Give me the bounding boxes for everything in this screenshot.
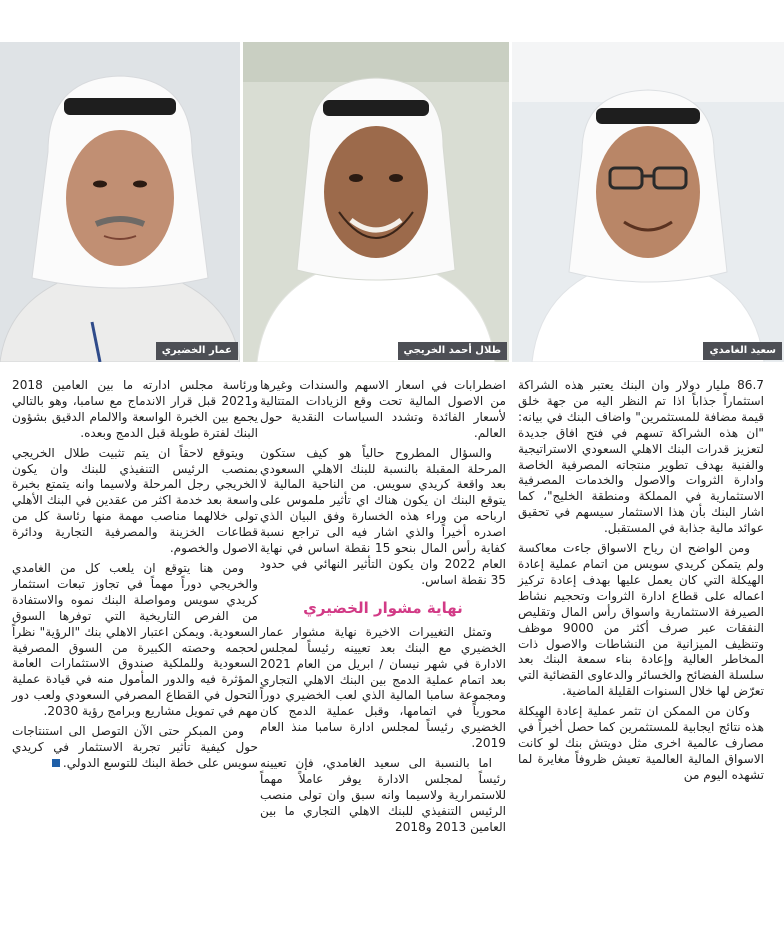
paragraph: 86.7 مليار دولار وان البنك يعتبر هذه الشراكة استثماراً جذاباً اذا تم النظر اليه من جهة خلق قيمة مضافة للمستثمرين" واضاف البنك في بيانه: "ان هذه الشراكة تسهم في فتح افاق جديدة لتعزيز قدرات البنك الاهلي السعودي الاستراتيجية والفنية بهدف تطوير منتجاته المصرفية الخاصة وادارة الثروات والاصول والخدمات المصرفية الاستثمارية في المملكة ومنطقة الخليج"، كما اشار البنك بأن هذا الاستثمار سيسهم في تحقيق عوائد مالية جذابة في المستقبل. [518,378,764,536]
photo-saeed-alghamdi [512,42,784,362]
paragraph: ورئاسة مجلس ادارته ما بين العامين 2018 و2021 قبل قرار الاندماج مع سامبا، وهو بالتالي يجمع بين الخبرة الواسعة والالمام الدقيق بشؤون البنك لفترة طويلة قبل الدمج وبعده. [12,378,258,440]
photo-talal-alkhuraiji [243,42,509,362]
paragraph: ومن هنا يتوقع ان يلعب كل من الغامدي والخريجي دوراً مهماً في تجاوز تبعات استثمار كريدي سويس ومواصلة البنك نموه والاستفادة من الفرص التاريخية التي توفرها السوق السعودية. ويمكن اعتبار الاهلي بنك "الرؤية" نظراً لحجمه وحصته الكبيرة من السوق المصرفية السعودية وللملكية صندوق الاستثمارات العامة المؤثرة فيه والدور المأمول منه في قيادة عملية التحول في القطاع المصرفي السعودي ولعب دور مهم في تمويل مشاريع وبرامج رؤية 2030. [12,560,258,719]
paragraph-text: ومن المبكر حتى الآن التوصل الى استنتاجات حول كيفية تأثير تجربة الاستثمار في كريدي سويس على خطة البنك للتوسع الدولي. [12,724,258,770]
photo-ammar-alkhudairy [0,42,240,362]
article-end-mark [52,759,60,767]
photo-caption: عمار الخضيري [156,342,238,360]
article-column-middle [260,378,506,840]
portrait-image [512,42,784,362]
photo-caption: طلال أحمد الخريجي [398,342,507,360]
paragraph: اما بالنسبة الى سعيد الغامدي، فإن تعيينه رئيساً لمجلس الادارة يوفر عاملاً مهماً للاستمرارية ولاسيما وانه سبق وان تولى منصب الرئيس التنفيذي للبنك الاهلي التجاري ما بين العامين 2013 و2018 [260,756,506,834]
paragraph-final [12,724,258,772]
paragraph: وكان من الممكن ان تثمر عملية إعادة الهيكلة هذه نتائج ايجابية للمستثمرين كما حصل أخيراً في مصارف عالمية اخرى مثل دويتش بنك لو كانت الاسواق المالية العالمية تعيش ظروفاً مغايرة لما تشهده اليوم من [518,704,764,782]
section-heading: نهاية مشوار الخضيري [303,598,463,617]
article-column-left [12,378,258,776]
paragraph: والسؤال المطروح حالياً هو كيف ستكون المرحلة المقبلة بالنسبة للبنك الاهلي السعودي بعد واقعة كريدي سويس. من الناحية المالية لا يتوقع البنك ان يكون هناك اي تأثير ملموس على ارباحه من وراء هذه الخسارة وفق البيان الذي اصدره أخيراً والذي اشار فيه الى تراجع نسبة كفاية رأس المال بنحو 15 نقطة اساس في نهاية العام 2022 وان يكون التأثير النهائي في حدود 35 نقطة اساس. [260,445,507,587]
portrait-image [243,42,509,362]
portrait-image [0,42,240,362]
paragraph: وتمثل التغييرات الاخيرة نهاية مشوار عمار الخضيري مع البنك بعد تعيينه رئيساً لمجلس الادارة في شهر نيسان / ابريل من العام 2021 بعد اتمام عملية الدمج بين البنك الاهلي التجاري ومجموعة سامبا المالية الذي لعب الخضيري دوراً محورياً في اتمامها، وقبل عملية الدمج كان الخضيري رئيساً لمجلس ادارة سامبا منذ العام 2019. [260,624,506,751]
paragraph: ومن الواضح ان رياح الاسواق جاءت معاكسة ولم يتمكن كريدي سويس من اتمام عملية إعادة الهيكلة التي كان يعمل عليها بهدف إعادة تركيز اعماله على قطاع ادارة الثروات وتحجيم نشاط الصيرفة الاستثمارية واسواق رأس المال وتقليص النفقات عبر صرف أكثر من 9000 موظف وتنظيف الميزانية من النشاطات والاصول ذات المخاطر العالية وإعادة بناء سمعة البنك بعد سلسلة الفضائح والخسائر والدعاوى القضائية التي تعرّض لها خلال السنوات القليلة الماضية. [518,541,764,699]
photo-caption: سعيد الغامدي [703,342,782,360]
paragraph: ويتوقع لاحقاً ان يتم تثبيت طلال الخريجي بمنصب الرئيس التنفيذي للبنك وان يكون الخريجي رجل المرحلة ولاسيما وانه يتمتع بخبرة واسعة بعد خدمة اكثر من عقدين في البنك الأهلي تولى خلالهما مناصب مهمة منها رئاسة كل من قطاعات الخزينة والمصرفية التجارية ودائرة الاصول والخصوم. [12,445,258,556]
article-column-right [518,378,764,788]
paragraph: اضطرابات في اسعار الاسهم والسندات وغيرها من الاصول المالية تحت وقع الزيادات المتتالية لأسعار الفائدة وتشدد السياسات النقدية حول العالم. [260,378,506,440]
